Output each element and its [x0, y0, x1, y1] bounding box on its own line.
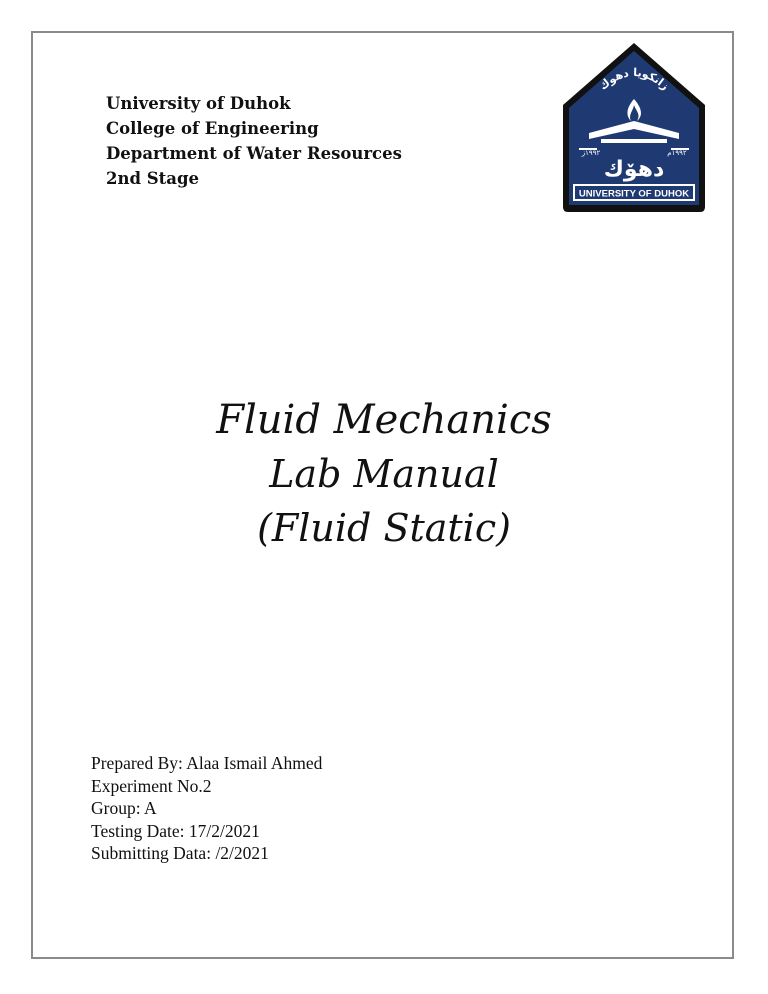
logo-arc-text: زانكويا دهوك: [596, 65, 672, 93]
document-title: [0, 393, 768, 555]
title-line-1: Fluid Mechanics: [216, 397, 552, 443]
college-name: College of Engineering: [106, 119, 319, 138]
logo-banner-text: UNIVERSITY OF DUHOK: [578, 188, 690, 200]
title-line-2: Lab Manual: [269, 452, 499, 496]
experiment-number: Experiment No.2: [91, 775, 212, 796]
logo-kurdish-name: دهۆك: [603, 157, 665, 182]
title-line-3: (Fluid Static): [257, 506, 511, 550]
prepared-by: Prepared By: Alaa Ismail Ahmed: [91, 753, 323, 773]
institution-header: [106, 91, 402, 191]
submitting-date: Submitting Data: /2/2021: [91, 843, 269, 863]
testing-date: Testing Date: 17/2/2021: [91, 820, 260, 841]
stage-label: 2nd Stage: [106, 169, 200, 188]
university-name: University of Duhok: [106, 94, 291, 113]
svg-text:١٩٩٢م: ١٩٩٢م: [667, 149, 687, 157]
department-name: Department of Water Resources: [106, 144, 402, 163]
report-details: [91, 752, 322, 865]
university-logo: [561, 41, 707, 213]
svg-text:١٩٩٢ز: ١٩٩٢ز: [581, 149, 601, 157]
group-label: Group: A: [91, 798, 157, 818]
